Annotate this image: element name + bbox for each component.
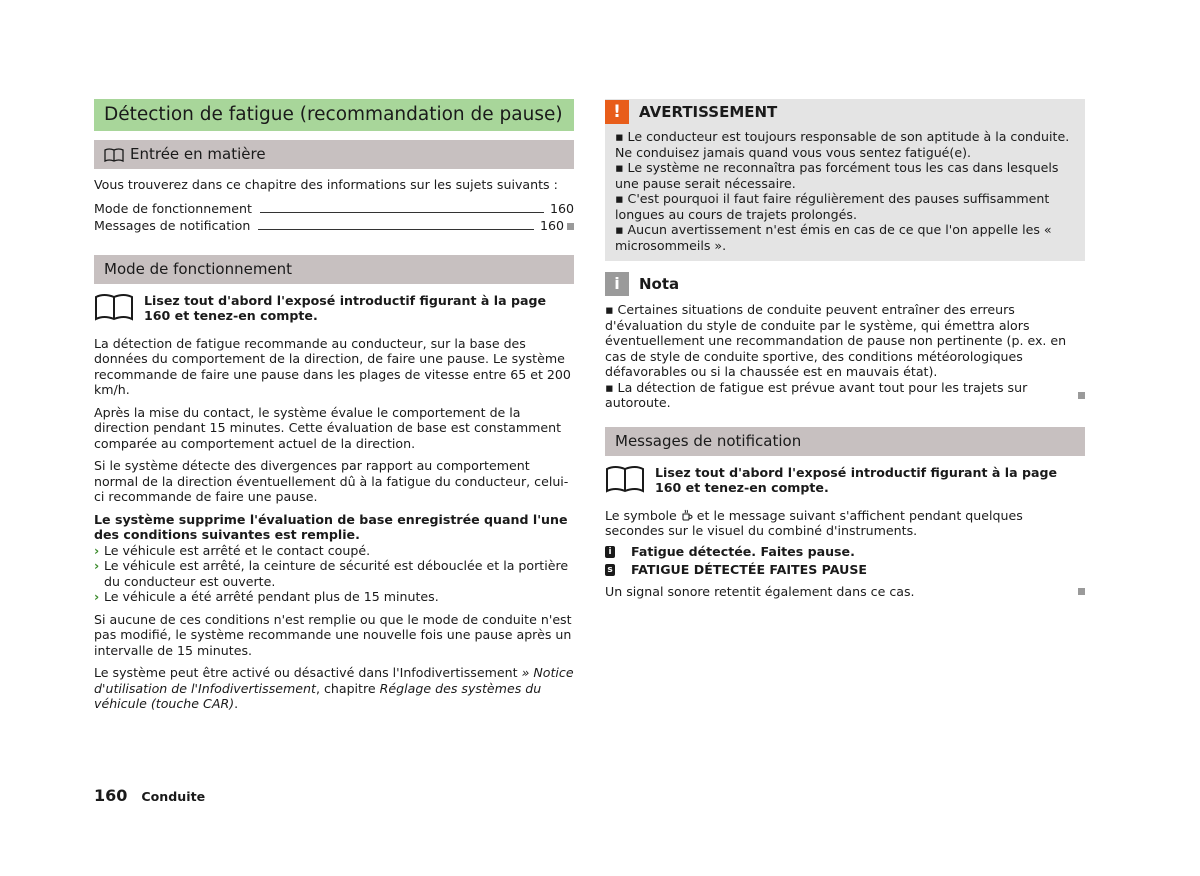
condition-item [94, 543, 574, 559]
paragraph-infotainment: Le système peut être activé ou désactivé dans l'Infodivertissement » Notice d'utilisation de l'Infodivertissement, chapitre Réglage des systèmes du véhicule (touche CAR). [94, 665, 574, 711]
info-icon: i [605, 272, 629, 296]
cross-reference-link[interactable]: » Notice d'utilisation de l'Infodivertissement [94, 665, 574, 696]
condition-text: Le véhicule a été arrêté pendant plus de 15 minutes. [104, 589, 439, 604]
chevron-right-icon: › [94, 558, 100, 573]
intro-heading-label: Entrée en matière [130, 145, 266, 163]
section-heading-mode: Mode de fonctionnement [94, 255, 574, 284]
reference-text: Lisez tout d'abord l'exposé introductif figurant à la page 160 et tenez-en compte. [144, 292, 547, 323]
system-chip-icon: s [605, 564, 615, 576]
reference-text: Lisez tout d'abord l'exposé introductif figurant à la page 160 et tenez-en compte. [655, 464, 1058, 495]
page-number: 160 [94, 786, 128, 805]
reference-note [605, 465, 1085, 496]
warning-title: AVERTISSEMENT [639, 103, 778, 121]
warning-item: ▪ Le système ne reconnaîtra pas forcément tous les cas dans lesquels une pause serait nécessaire. [615, 160, 1059, 191]
left-column [94, 99, 574, 712]
message-item [605, 543, 1085, 561]
footer-section: Conduite [141, 789, 206, 804]
paragraph: Après la mise du contact, le système évalue le comportement de la direction pendant 15 minutes. Cette évaluation de base est constamment comparée au comportement actuel de la direction. [94, 404, 562, 451]
reference-note [94, 293, 574, 324]
toc-page: 160 [539, 217, 564, 233]
page-footer [94, 786, 205, 805]
chapter-title: Détection de fatigue (recommandation de pause) [94, 99, 574, 131]
book-icon [104, 148, 124, 162]
warning-item: ▪ C'est pourquoi il faut faire régulièrement des pauses suffisamment longues au cours de trajets prolongés. [615, 191, 1050, 222]
paragraph-text: Un signal sonore retentit également dans ce cas. [605, 583, 915, 599]
paragraph: Si le système détecte des divergences par rapport au comportement normal de la direction éventuellement dû à la fatigue du conducteur, celui-ci recommande de faire une pause. [94, 458, 569, 504]
coffee-cup-icon [681, 509, 693, 521]
warning-item: ▪ Aucun avertissement n'est émis en cas de ce que l'on appelle les « microsommeils ». [615, 222, 1052, 253]
end-marker [1078, 588, 1085, 595]
intro-text: Vous trouverez dans ce chapitre des informations sur les sujets suivants : [94, 177, 558, 192]
condition-item [94, 558, 574, 589]
note-item: ▪ La détection de fatigue est prévue avant tout pour les trajets sur autoroute. [605, 380, 1085, 411]
warning-box [605, 99, 1085, 261]
toc-entry[interactable] [94, 217, 574, 234]
book-icon [94, 293, 134, 321]
bold-paragraph: Le système supprime l'évaluation de base enregistrée quand l'une des conditions suivantes est remplie. [94, 511, 568, 542]
section-heading-messages: Messages de notification [605, 427, 1085, 456]
toc-label: Messages de notification [94, 217, 251, 233]
message-text: FATIGUE DÉTECTÉE FAITES PAUSE [631, 561, 867, 577]
note-title: Nota [639, 275, 680, 293]
end-marker [567, 223, 574, 230]
paragraph: Si aucune de ces conditions n'est remplie ou que le mode de conduite n'est pas modifié, le système recommande une nouvelle fois une pause après un intervalle de 15 minutes. [94, 611, 572, 658]
paragraph-symbol: Le symbole et le message suivant s'affichent pendant quelques secondes sur le visuel du combiné d'instruments. [605, 507, 1023, 538]
chevron-right-icon: › [94, 542, 100, 558]
message-text: Fatigue détectée. Faites pause. [631, 543, 855, 559]
toc-leader [260, 212, 544, 213]
toc-leader [258, 229, 534, 230]
info-chip-icon: i [605, 546, 615, 558]
condition-text: Le véhicule est arrêté et le contact coupé. [104, 542, 371, 558]
warning-header [605, 99, 1085, 125]
paragraph: La détection de fatigue recommande au conducteur, sur la base des données du comportement de la direction, de faire une pause. Le système recommande de faire une pause dans les plages de vitesse entre 65 et 200 km/h. [94, 335, 571, 397]
chevron-right-icon: › [94, 589, 100, 604]
toc-entry[interactable] [94, 200, 574, 217]
exclamation-icon: ! [605, 100, 629, 124]
message-item [605, 561, 1085, 579]
warning-item: ▪ Le conducteur est toujours responsable de son aptitude à la conduite. Ne conduisez jamais quand vous vous sentez fatigué(e). [615, 129, 1070, 160]
condition-text: Le véhicule est arrêté, la ceinture de sécurité est débouclée et la portière du conducteur est ouverte. [104, 558, 569, 589]
right-column [605, 99, 1085, 599]
book-icon [605, 465, 645, 493]
note-header [605, 272, 1085, 296]
toc-label: Mode de fonctionnement [94, 200, 252, 216]
condition-item [94, 589, 574, 605]
paragraph [605, 584, 1085, 600]
note-item: ▪ Certaines situations de conduite peuvent entraîner des erreurs d'évaluation du style de conduite par le système, qui émettra alors éventuellement une recommandation de pause non pertinente (p. ex. en cas de style de conduite sportive, des conditions météorologiques défavorables ou si la chaussée est en mauvais état). [605, 302, 1067, 379]
end-marker [1078, 392, 1085, 399]
intro-heading [94, 140, 574, 169]
toc-page: 160 [549, 200, 574, 216]
